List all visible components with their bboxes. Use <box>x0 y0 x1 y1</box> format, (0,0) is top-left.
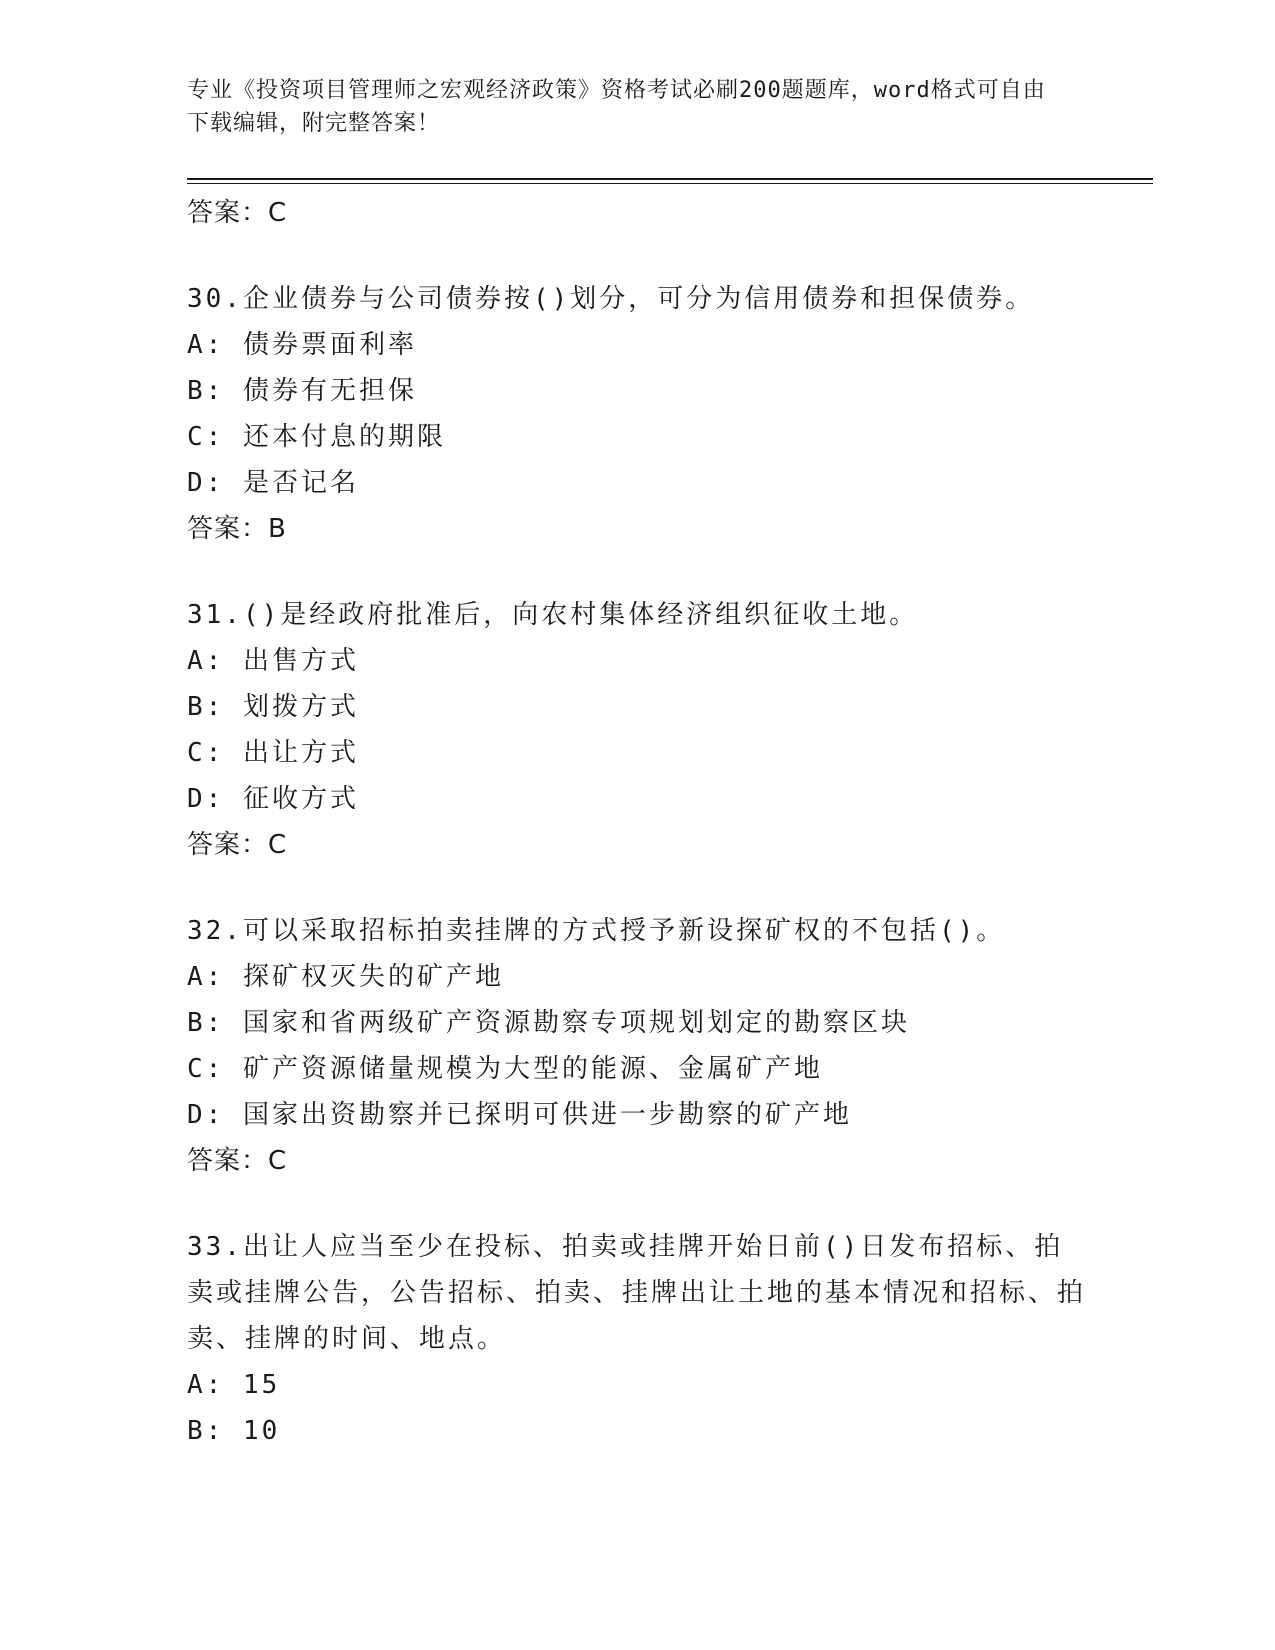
option-a: A: 15 <box>187 1370 281 1400</box>
question-32 <box>187 908 1087 1184</box>
option-d: D: 征收方式 <box>187 784 359 814</box>
question-30 <box>187 276 1087 552</box>
option-a: A: 债券票面利率 <box>187 330 417 360</box>
option-b: B: 债券有无担保 <box>187 376 417 406</box>
option-b: B: 10 <box>187 1416 281 1446</box>
answer-label: 答案：C <box>187 198 288 228</box>
question-stem: 33.出让人应当至少在投标、拍卖或挂牌开始日前()日发布招标、拍卖或挂牌公告，公告招标、拍卖、挂牌出让土地的基本情况和招标、拍卖、挂牌的时间、地点。 <box>187 1232 1087 1354</box>
header-rule-thin <box>187 183 1153 184</box>
question-33 <box>187 1224 1087 1454</box>
answer-label: 答案：C <box>187 830 288 860</box>
question-stem: 31.()是经政府批准后，向农村集体经济组织征收土地。 <box>187 600 919 630</box>
option-a: A: 探矿权灭失的矿产地 <box>187 962 504 992</box>
header-rule-thick <box>187 178 1153 180</box>
answer-label: 答案：C <box>187 1146 288 1176</box>
question-31 <box>187 592 1087 868</box>
document-header: 专业《投资项目管理师之宏观经济政策》资格考试必刷200题题库，word格式可自由下载编辑，附完整答案！ <box>187 78 1046 136</box>
option-c: C: 出让方式 <box>187 738 359 768</box>
option-c: C: 矿产资源储量规模为大型的能源、金属矿产地 <box>187 1054 823 1084</box>
question-stem: 30.企业债券与公司债券按()划分，可分为信用债券和担保债券。 <box>187 284 1035 314</box>
option-c: C: 还本付息的期限 <box>187 422 446 452</box>
option-d: D: 国家出资勘察并已探明可供进一步勘察的矿产地 <box>187 1100 852 1130</box>
document-body <box>187 190 1087 1454</box>
option-b: B: 划拨方式 <box>187 692 359 722</box>
question-stem: 32.可以采取招标拍卖挂牌的方式授予新设探矿权的不包括()。 <box>187 916 1006 946</box>
answer-label: 答案：B <box>187 514 287 544</box>
option-d: D: 是否记名 <box>187 468 359 498</box>
option-a: A: 出售方式 <box>187 646 359 676</box>
option-b: B: 国家和省两级矿产资源勘察专项规划划定的勘察区块 <box>187 1008 910 1038</box>
